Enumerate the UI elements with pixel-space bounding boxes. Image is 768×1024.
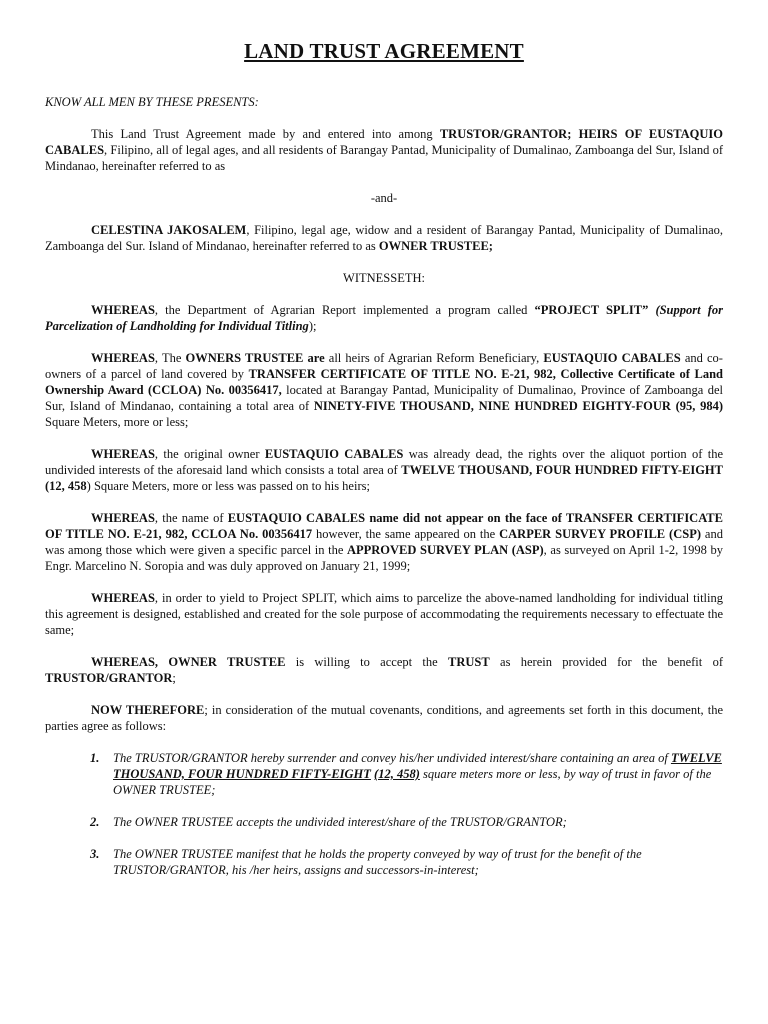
whereas-6: WHEREAS, OWNER TRUSTEE is willing to accept the TRUST as herein provided for the benefit of TRUSTOR/GRANTOR;	[45, 655, 723, 685]
parties-paragraph-1: This Land Trust Agreement made by and entered into among TRUSTOR/GRANTOR; HEIRS OF EUSTAQUIO CABALES, Filipino, all of legal ages, and all residents of Barangay Pantad, Municipality of Dumalinao, Zamboanga del Sur, Island of Mindanao, hereinafter referred to as	[45, 127, 723, 173]
whereas-3: WHEREAS, the original owner EUSTAQUIO CABALES was already dead, the rights over the aliquot portion of the undivided interests of the aforesaid land which consists a total area of TWELVE THOUSAND, FOUR HUNDRED FIFTY-EIGHT (12, 458) Square Meters, more or less was passed on to his heirs;	[45, 447, 723, 493]
intro-line: KNOW ALL MEN BY THESE PRESENTS:	[45, 95, 259, 109]
whereas-5: WHEREAS, in order to yield to Project SPLIT, which aims to parcelize the above-named landholding for individual titling this agreement is designed, established and created for the sole purpose of accommodating the requirements necessary to effectuate the same;	[45, 591, 723, 637]
document-title: LAND TRUST AGREEMENT	[244, 39, 524, 63]
witnesseth-heading: WITNESSETH:	[343, 271, 425, 285]
now-therefore-paragraph: NOW THEREFORE; in consideration of the mutual covenants, conditions, and agreements set forth in this document, the parties agree as follows:	[45, 703, 723, 733]
terms-list	[45, 750, 723, 878]
list-item: 3. The OWNER TRUSTEE manifest that he holds the property conveyed by way of trust for the benefit of the TRUSTOR/GRANTOR, his /her heirs, assigns and successors-in-interest;	[90, 847, 642, 877]
whereas-4: WHEREAS, the name of EUSTAQUIO CABALES name did not appear on the face of TRANSFER CERTIFICATE OF TITLE NO. E-21, 982, CCLOA No. 00356417 however, the same appeared on the CARPER SURVEY PROFILE (CSP) and was among those which were given a specific parcel in the APPROVED SURVEY PLAN (ASP), as surveyed on April 1-2, 1998 by Engr. Marcelino N. Soropia and was duly approved on January 21, 1999;	[45, 511, 723, 573]
whereas-2: WHEREAS, The OWNERS TRUSTEE are all heirs of Agrarian Reform Beneficiary, EUSTAQUIO CABALES and co-owners of a parcel of land covered by TRANSFER CERTIFICATE OF TITLE NO. E-21, 982, Collective Certificate of Land Ownership Award (CCLOA) No. 00356417, located at Barangay Pantad, Municipality of Dumalinao, Province of Zamboanga del Sur, Island of Mindanao, containing a total area of NINETY-FIVE THOUSAND, NINE HUNDRED EIGHTY-FOUR (95, 984) Square Meters, more or less;	[45, 351, 723, 429]
parties-paragraph-2: CELESTINA JAKOSALEM, Filipino, legal age, widow and a resident of Barangay Pantad, Municipality of Dumalinao, Zamboanga del Sur. Island of Mindanao, hereinafter referred to as OWNER TRUSTEE;	[45, 223, 723, 253]
and-separator: -and-	[370, 191, 398, 205]
list-item: 1. The TRUSTOR/GRANTOR hereby surrender and convey his/her undivided interest/share containing an area of TWELVE THOUSAND, FOUR HUNDRED FIFTY-EIGHT (12, 458) square meters more or less, by way of trust in favor of the OWNER TRUSTEE;	[90, 751, 722, 797]
whereas-1: WHEREAS, the Department of Agrarian Report implemented a program called “PROJECT SPLIT” (Support for Parcelization of Landholding for Individual Titling);	[45, 303, 723, 333]
list-item: 2. The OWNER TRUSTEE accepts the undivided interest/share of the TRUSTOR/GRANTOR;	[90, 815, 567, 829]
